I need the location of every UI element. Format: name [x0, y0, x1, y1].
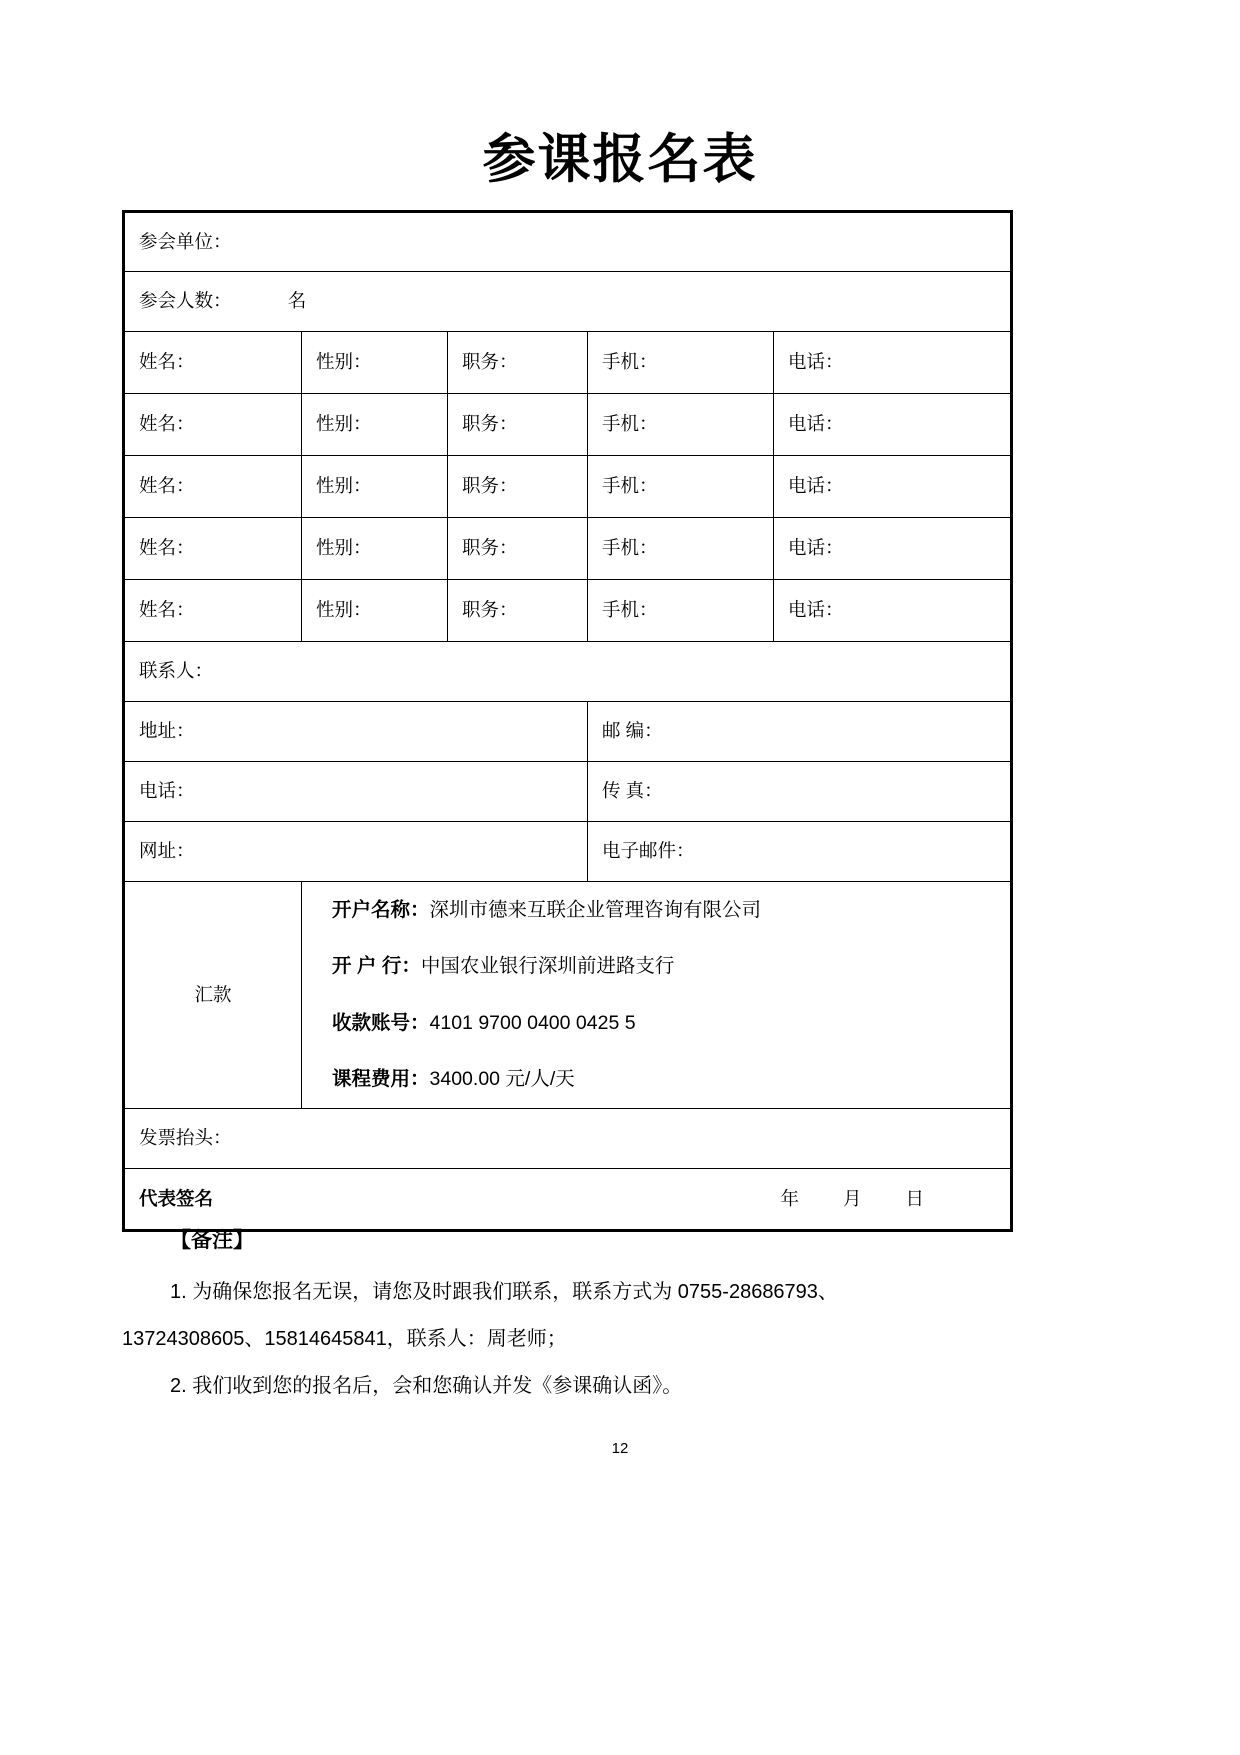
person-4-mobile-label: 手机：	[588, 518, 774, 580]
person-2-mobile-label: 手机：	[588, 394, 774, 456]
course-fee-label: 课程费用：	[332, 1068, 430, 1091]
attendee-count-label: 参会人数：	[139, 290, 232, 312]
remittance-bank	[332, 954, 996, 979]
remittance-account-number	[332, 1011, 996, 1036]
remittance-label: 汇款	[124, 882, 302, 1109]
course-fee-value: 3400.00 元/人/天	[429, 1068, 575, 1091]
person-3-mobile-label: 手机：	[588, 456, 774, 518]
bank-label: 开 户 行：	[332, 955, 421, 978]
person-4-name-label: 姓名：	[124, 518, 302, 580]
table-row-person-2	[124, 394, 1012, 456]
table-row-website	[124, 822, 1012, 882]
bank-value: 中国农业银行深圳前进路支行	[420, 955, 675, 978]
person-1-phone-label: 电话：	[774, 332, 1012, 394]
person-3-position-label: 职务：	[448, 456, 588, 518]
notes-heading: 【备注】	[170, 1229, 254, 1252]
person-5-gender-label: 性别：	[302, 580, 448, 642]
table-row-invoice-title	[124, 1109, 1012, 1169]
account-name-label: 开户名称：	[332, 899, 430, 921]
table-row-remittance	[124, 882, 1012, 1109]
person-4-position-label: 职务：	[448, 518, 588, 580]
contact-person-label: 联系人：	[124, 642, 1012, 702]
table-row-person-4	[124, 518, 1012, 580]
account-name-value: 深圳市德来互联企业管理咨询有限公司	[429, 899, 762, 921]
page-title: 参课报名表	[482, 130, 758, 189]
invoice-title-label: 发票抬头：	[124, 1109, 1012, 1169]
signature-cell	[124, 1169, 1012, 1231]
attendee-count-unit: 名	[287, 290, 307, 312]
table-row-attendee-count	[124, 272, 1012, 332]
person-5-mobile-label: 手机：	[588, 580, 774, 642]
person-2-gender-label: 性别：	[302, 394, 448, 456]
remittance-details	[302, 882, 1012, 1109]
person-4-phone-label: 电话：	[774, 518, 1012, 580]
person-1-mobile-label: 手机：	[588, 332, 774, 394]
table-row-person-3	[124, 456, 1012, 518]
postcode-label: 邮 编：	[588, 702, 1012, 762]
organization-label: 参会单位：	[124, 212, 1012, 272]
remittance-course-fee	[332, 1067, 996, 1092]
remittance-account-name	[332, 898, 996, 923]
table-row-address	[124, 702, 1012, 762]
person-1-gender-label: 性别：	[302, 332, 448, 394]
website-label: 网址：	[124, 822, 588, 882]
telephone-label: 电话：	[124, 762, 588, 822]
person-1-name-label: 姓名：	[124, 332, 302, 394]
table-row-person-5	[124, 580, 1012, 642]
person-3-name-label: 姓名：	[124, 456, 302, 518]
signature-date-fields	[780, 1186, 996, 1213]
person-5-position-label: 职务：	[448, 580, 588, 642]
person-3-phone-label: 电话：	[774, 456, 1012, 518]
person-2-phone-label: 电话：	[774, 394, 1012, 456]
note-item: 13724308605、15814645841，联系人：周老师；	[122, 1328, 567, 1351]
person-4-gender-label: 性别：	[302, 518, 448, 580]
person-5-name-label: 姓名：	[124, 580, 302, 642]
table-row-organization	[124, 212, 1012, 272]
note-item: 2. 我们收到您的报名后，会和您确认并发《参课确认函》。	[170, 1375, 683, 1398]
person-2-position-label: 职务：	[448, 394, 588, 456]
date-month-label: 月	[842, 1187, 862, 1209]
person-1-position-label: 职务：	[448, 332, 588, 394]
table-row-telephone	[124, 762, 1012, 822]
notes-section	[122, 1228, 1022, 1414]
date-day-label: 日	[905, 1187, 924, 1209]
table-row-contact-person	[124, 642, 1012, 702]
date-year-label: 年	[780, 1187, 799, 1209]
account-number-label: 收款账号：	[332, 1011, 430, 1034]
note-item: 1. 为确保您报名无误，请您及时跟我们联系，联系方式为 0755-28686793、	[170, 1281, 838, 1304]
person-3-gender-label: 性别：	[302, 456, 448, 518]
attendee-count-cell	[124, 272, 1012, 332]
address-label: 地址：	[124, 702, 588, 762]
email-label: 电子邮件：	[588, 822, 1012, 882]
person-2-name-label: 姓名：	[124, 394, 302, 456]
fax-label: 传 真：	[588, 762, 1012, 822]
account-number-value: 4101 9700 0400 0425 5	[429, 1011, 636, 1034]
registration-form-table	[122, 210, 1013, 1232]
table-row-person-1	[124, 332, 1012, 394]
table-row-signature	[124, 1169, 1012, 1231]
signature-label: 代表签名	[139, 1187, 214, 1209]
person-5-phone-label: 电话：	[774, 580, 1012, 642]
page-number: 12	[611, 1440, 629, 1457]
